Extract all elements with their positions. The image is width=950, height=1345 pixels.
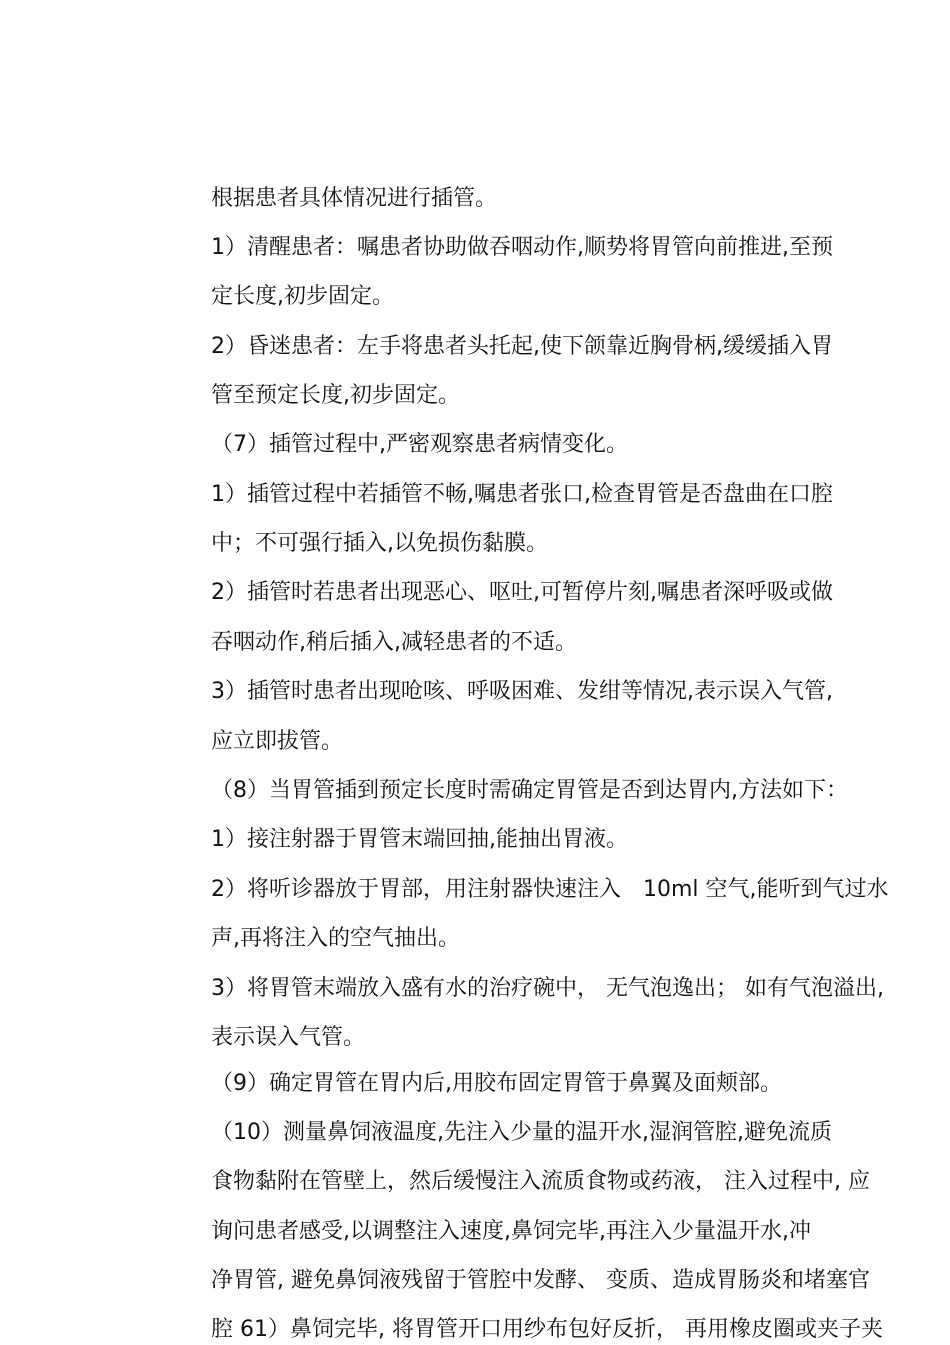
text-line: 应立即拔管。 [211,729,344,754]
text-line: 净胃管, 避免鼻饲液残留于管腔中发酵、 变质、造成胃肠炎和堵塞官 [211,1268,870,1293]
text-line: 表示误入气管。 [211,1025,366,1050]
text-line: （8）当胃管插到预定长度时需确定胃管是否到达胃内,方法如下： [211,778,848,803]
text-line: 3）插管时患者出现呛咳、呼吸困难、发绀等情况,表示误入气管, [211,679,833,704]
text-line: 3）将胃管末端放入盛有水的治疗碗中， 无气泡逸出； 如有气泡溢出, [211,976,884,1001]
text-line: （10）测量鼻饲液温度,先注入少量的温开水,湿润管腔,避免流质 [211,1120,832,1145]
text-line: 2）将听诊器放于胃部，用注射器快速注入 10ml 空气,能听到气过水 [211,877,889,902]
text-line: 1）清醒患者：嘱患者协助做吞咽动作,顺势将胃管向前推进,至预 [211,235,833,260]
text-line: 管至预定长度,初步固定。 [211,383,460,408]
text-line: （7）插管过程中,严密观察患者病情变化。 [211,432,628,457]
text-line: 声,再将注入的空气抽出。 [211,926,460,951]
text-line: 中；不可强行插入,以免损伤黏膜。 [211,531,548,556]
text-line: 2）插管时若患者出现恶心、呕吐,可暂停片刻,嘱患者深呼吸或做 [211,580,833,605]
text-line: 吞咽动作,稍后插入,减轻患者的不适。 [211,630,577,655]
text-line: 1）接注射器于胃管末端回抽,能抽出胃液。 [211,827,628,852]
text-line: 1）插管过程中若插管不畅,嘱患者张口,检查胃管是否盘曲在口腔 [211,482,833,507]
text-line: 询问患者感受,以调整注入速度,鼻饲完毕,再注入少量温开水,冲 [211,1219,811,1244]
text-line: 定长度,初步固定。 [211,284,394,309]
text-line: 腔 61）鼻饲完毕, 将胃管开口用纱布包好反折， 再用橡皮圈或夹子夹 [211,1317,883,1342]
text-line: （9）确定胃管在胃内后,用胶布固定胃管于鼻翼及面颊部。 [211,1071,782,1096]
text-line: 食物黏附在管壁上，然后缓慢注入流质食物或药液， 注入过程中, 应 [211,1169,870,1194]
text-line: 2）昏迷患者：左手将患者头托起,使下颌靠近胸骨柄,缓缓插入胃 [211,334,833,359]
text-line: 根据患者具体情况进行插管。 [211,186,498,211]
